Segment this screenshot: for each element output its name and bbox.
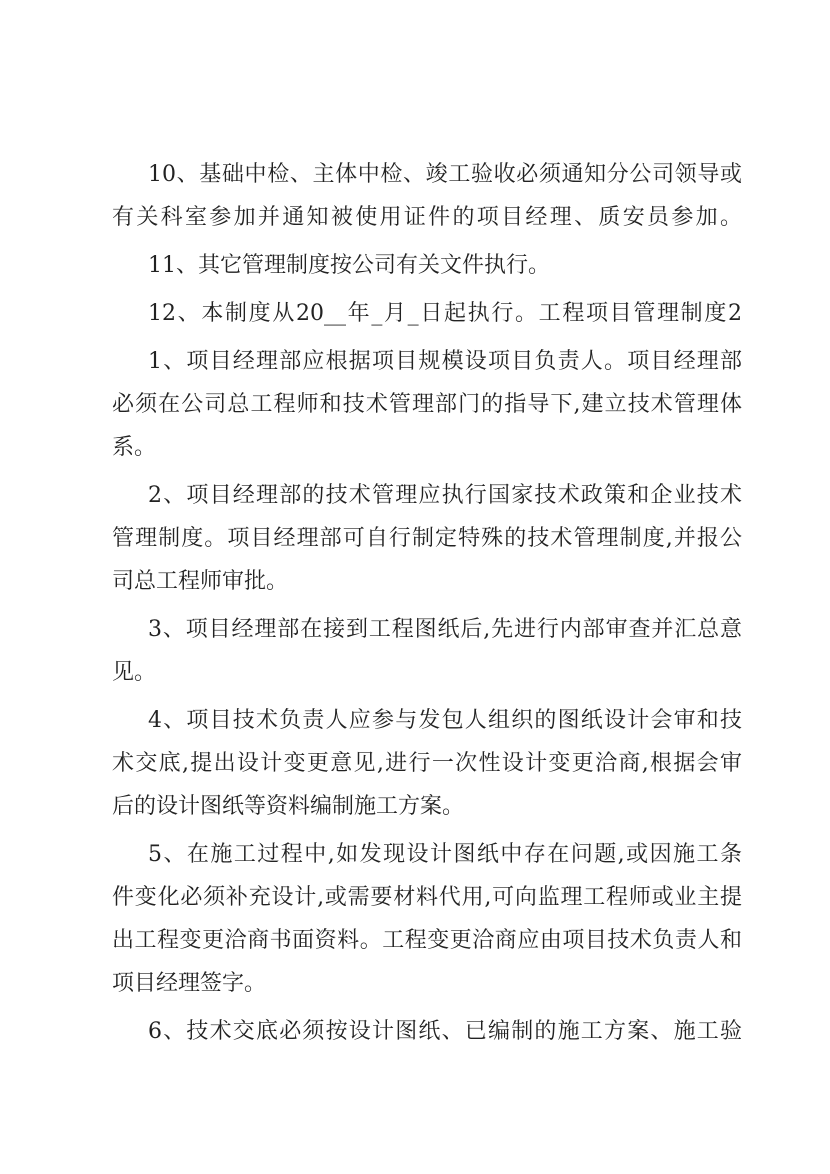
text-line: 司总工程师审批。	[112, 569, 289, 594]
paragraph	[112, 340, 742, 469]
text-line: 件变化必须补充设计,或需要材料代用,可向监理工程师或业主提	[112, 885, 742, 910]
document-page	[112, 153, 742, 1058]
text-line: 见。	[112, 660, 157, 685]
paragraph	[112, 292, 742, 335]
paragraph	[112, 244, 742, 287]
paragraph	[112, 474, 742, 603]
paragraph	[112, 1010, 742, 1053]
text-line: 11、其它管理制度按公司有关文件执行。	[148, 253, 550, 278]
text-line: 4、项目技术负责人应参与发包人组织的图纸设计会审和技	[148, 708, 742, 733]
text-line: 管理制度。项目经理部可自行制定特殊的技术管理制度,并报公	[112, 526, 742, 551]
text-line: 术交底,提出设计变更意见,进行一次性设计变更洽商,根据会审	[112, 751, 742, 776]
text-line: 10、基础中检、主体中检、竣工验收必须通知分公司领导或	[148, 162, 742, 187]
text-line: 出工程变更洽商书面资料。工程变更洽商应由项目技术负责人和	[112, 928, 742, 953]
paragraph	[112, 608, 742, 694]
text-line: 1、项目经理部应根据项目规模设项目负责人。项目经理部	[148, 349, 742, 374]
text-line: 必须在公司总工程师和技术管理部门的指导下,建立技术管理体	[112, 392, 742, 417]
text-line: 12、本制度从20__年_月_日起执行。工程项目管理制度2	[148, 301, 742, 326]
text-line: 5、在施工过程中,如发现设计图纸中存在问题,或因施工条	[148, 842, 742, 867]
text-line: 系。	[112, 435, 157, 460]
text-line: 有关科室参加并通知被使用证件的项目经理、质安员参加。	[112, 205, 742, 230]
text-line: 3、项目经理部在接到工程图纸后,先进行内部审查并汇总意	[148, 617, 742, 642]
paragraph	[112, 699, 742, 828]
text-line: 项目经理签字。	[112, 971, 267, 996]
text-line: 后的设计图纸等资料编制施工方案。	[112, 794, 465, 819]
text-line: 2、项目经理部的技术管理应执行国家技术政策和企业技术	[148, 483, 742, 508]
paragraph	[112, 153, 742, 239]
text-line: 6、技术交底必须按设计图纸、已编制的施工方案、施工验	[148, 1019, 742, 1044]
paragraph	[112, 833, 742, 1005]
